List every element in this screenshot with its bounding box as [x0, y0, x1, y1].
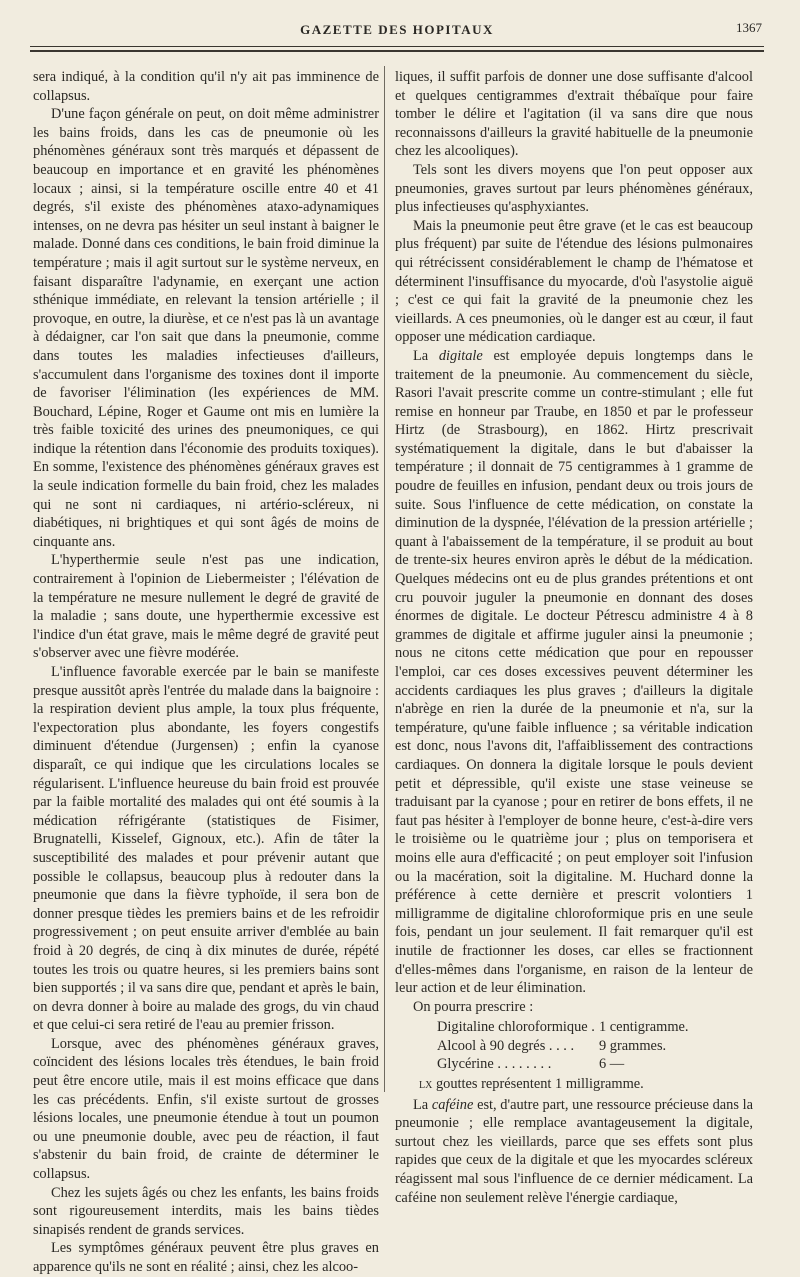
paragraph: liques, il suffit parfois de donner une dose suffisante d'alcool et quelques centigrammes d'extrait thébaïque pour faire tomber le délire et l'agitation (il va sans dire que nous reconnaissons d'ailleurs la gravité habituelle de la pneumonie chez les alcooliques). [395, 69, 753, 160]
right-column [395, 68, 753, 1207]
paragraph: D'une façon générale on peut, on doit même administrer les bains froids, dans les cas de pneumonie où les phénomènes généraux sont très marqués et dépassent de beaucoup en importance et en gravité les phénomènes locaux ; ainsi, si la température oscille entre 40 et 41 degrés, s'il existe des phénomènes ataxo-adynamiques intenses, on ne devra pas hésiter un seul instant à baigner le malade. Donné dans ces conditions, le bain froid diminue la température ; mais il agit surtout sur le système nerveux, en faisant disparaître l'adynamie, en exerçant une action sthénique immédiate, en relevant la tension artérielle ; il provoque, en outre, la diurèse, et ce n'est pas là un avantage à dédaigner, car l'on sait que dans la pneumonie, comme dans toutes les maladies infectieuses d'ailleurs, s'accumulent dans l'organisme des toxines dont il importe de favoriser l'élimination (les expériences de MM. Bouchard, Lépine, Roger et Gaume ont mis en lumière la très faible toxicité des urines des pneumoniques, ce qui indique la rétention dans l'économie des produits toxiques). En somme, l'existence des phénomènes généraux graves est la seule indication formelle du bain froid, chez les malades qui ne sont ni cardiaques, ni artério-scléreux, ni diabétiques, ni brightiques et qui sont âgés de moins de cinquante ans. [33, 106, 379, 550]
paragraph-cafeine [395, 1096, 753, 1208]
formula-ingredient: Alcool à 90 degrés . . . . [437, 1037, 575, 1054]
formula-note-text: gouttes représentent 1 milligramme. [432, 1076, 644, 1093]
paragraph: Lorsque, avec des phénomènes généraux graves, coïncident des lésions locales très étendues, le bain froid peut être encore utile, mais il est moins efficace que dans les cas précédents. Enfin, s'il existe surtout de grosses lésions locales, une pneumonie étendue à tout un poumon ou une pneumonie double, avec peu de réaction, il faut s'abstenir du bain froid, de crainte de déterminer le collapsus. [33, 1035, 379, 1183]
paragraph-body: est, d'autre part, une ressource précieuse dans la pneumonie ; elle remplace avantageusement la digitale, surtout chez les vieillards, parce que ses effets sont plus rapides que ceux de la digitale et que les myocardes scléreux réagissent mal sous l'influence de ce dernier médicament. La caféine non seulement relève l'énergie cardiaque, [395, 1096, 753, 1206]
paragraph-body: est employée depuis longtemps dans le traitement de la pneumonie. Au commencement du siècle, Rasori l'avait prescrite comme un contre-stimulant ; elle fut remise en honneur par Traube, en 1850 et par le professeur Hirtz (de Strasbourg), en 1862. Hirtz prescrivait systématiquement la digitale, dans le but d'abaisser la température ; il donnait de 75 centigrammes à 1 gramme de poudre de feuilles en infusion, pendant deux ou trois jours de suite. Sous l'influence de cette médication, on constate la diminution de la dyspnée, l'élévation de la pression artérielle ; quant à l'abaissement de la température, il se produit au bout de trente-six heures environ après le début de la médication. Quelques médecins ont eu de plus grandes prétentions et ont cru pouvoir juguler la pneumonie en donnant des doses énormes de digitale. Le docteur Pétrescu administre 4 à 8 grammes de digitale et affirme juguler ainsi la pneumonie ; nous ne citons cette médication que pour en repousser l'emploi, car ces doses excessives peuvent déterminer les accidents cardiaques les plus graves ; d'ailleurs la digitale n'abrège en rien la durée de la pneumonie et n'a, sur la température, qu'une faible influence ; sa véritable indication est donc, nous l'avons dit, l'affaiblissement des contractions cardiaques. On donnera la digitale lorsque le pouls devient petit et dépressible, qu'il existe une stase veineuse se traduisant par la cyanose ; pour en retirer de bons effets, il ne faut pas hésiter à l'employer de bonne heure, c'est-à-dire vers le troisième ou le quatrième jour ; plus on temporisera et moins elle aura d'efficacité ; on peut employer soit l'infusion ou la macération, soit la digitaline. M. Huchard donne la préférence à cette dernière et prescrit volontiers 1 milligramme de digitaline chloroformique pris en une seule fois, pendant un jour seulement. Il fait remarquer qu'il est inutile de fractionner les doses, car elles se fractionnent d'elles-mêmes dans l'organisme, en raison de la lenteur de leur action et de leur élimination. [395, 347, 753, 997]
formula-ingredient: Digitaline chloroformique . [437, 1019, 595, 1036]
prescription-formula [395, 1018, 753, 1093]
formula-quantity: 1 centigramme. [599, 1019, 689, 1036]
paragraph: sera indiqué, à la condition qu'il n'y ait pas imminence de collapsus. [33, 69, 379, 104]
paragraph: Mais la pneumonie peut être grave (et le cas est beaucoup plus fréquent) par suite de l'étendue des lésions pulmonaires qui rétrécissent considérablement le champ de l'hématose et déterminent l'insuffisance du myocarde, d'où l'asystolie aiguë ; c'est ce qui fait la gravité de la pneumonie chez les vieillards. A ces pneumonies, où le danger est au cœur, il faut opposer une médication cardiaque. [395, 217, 753, 346]
paragraph-lead: La [413, 347, 439, 364]
paragraph: L'hyperthermie seule n'est pas une indication, contrairement à l'opinion de Liebermeister ; l'élévation de la température ne mesure nullement le degré de gravité de la maladie ; sans doute, une hyperthermie excessive est l'indice d'un état grave, mais le même degré de gravité peut s'observer avec une fièvre modérée. [33, 552, 379, 662]
term-digitale: digitale [438, 347, 483, 364]
formula-note-count: lx [419, 1076, 433, 1093]
paragraph: Les symptômes généraux peuvent être plus graves en apparence qu'ils ne sont en réalité ; ainsi, chez les alcoo- [33, 1240, 379, 1275]
formula-row [395, 1018, 753, 1037]
page-header [32, 20, 762, 42]
paragraph: L'influence favorable exercée par le bain se manifeste presque aussitôt après l'entrée du malade dans la baignoire : la respiration devient plus ample, la toux plus fréquente, l'expectoration plus abondante, les foyers congestifs diminuent d'étendue (Jurgensen) ; enfin la cyanose disparaît, ce qui indique que les circulations locales se régularisent. L'influence heureuse du bain froid est prouvée par la faible mortalité des malades qui ont été soumis à la médication réfrigérante (statistiques de Fisimer, Brugnatelli, Kisselef, Gignoux, etc.). Afin de tâter la susceptibilité des malades et pour prévenir autant que possible le collapsus, beaucoup plus à redouter dans la pneumonie que dans la fièvre typhoïde, il sera bon de donner presque tièdes les premiers bains et de les refroidir progressivement ; on peut ensuite arriver d'emblée au bain froid à 20 degrés, de cinq à dix minutes de durée, répété toutes les trois ou quatre heures, si les premiers bains sont bien supportés ; il va sans dire que, pendant et après le bain, on devra donner à boire au malade des grogs, du vin chaud et que celui-ci sera retiré de l'eau au premier frisson. [33, 664, 379, 1034]
paragraph-digitale [395, 347, 753, 998]
header-rule [30, 46, 764, 47]
formula-quantity: 9 grammes. [599, 1037, 667, 1054]
formula-row [395, 1037, 753, 1056]
formula-quantity: 6 — [599, 1056, 625, 1073]
formula-ingredient: Glycérine . . . . . . . . [437, 1056, 552, 1073]
prescription-intro: On pourra prescrire : [413, 998, 534, 1015]
term-cafeine: caféine [431, 1096, 474, 1113]
formula-note [395, 1075, 753, 1094]
column-divider [384, 66, 385, 1092]
page-number: 1367 [736, 20, 762, 35]
paragraph-lead: La [413, 1096, 432, 1113]
header-rule-thick [30, 50, 764, 52]
paragraph: Tels sont les divers moyens que l'on peut opposer aux pneumonies, graves surtout par leurs phénomènes généraux, plus infectieuses qu'asphyxiantes. [395, 161, 753, 216]
left-column [33, 68, 379, 1277]
formula-row [395, 1055, 753, 1074]
paragraph: Chez les sujets âgés ou chez les enfants, les bains froids sont rigoureusement interdits, mais les bains tièdes sinapisés rendent de grands services. [33, 1184, 379, 1238]
journal-title: GAZETTE DES HOPITAUX [300, 22, 494, 37]
